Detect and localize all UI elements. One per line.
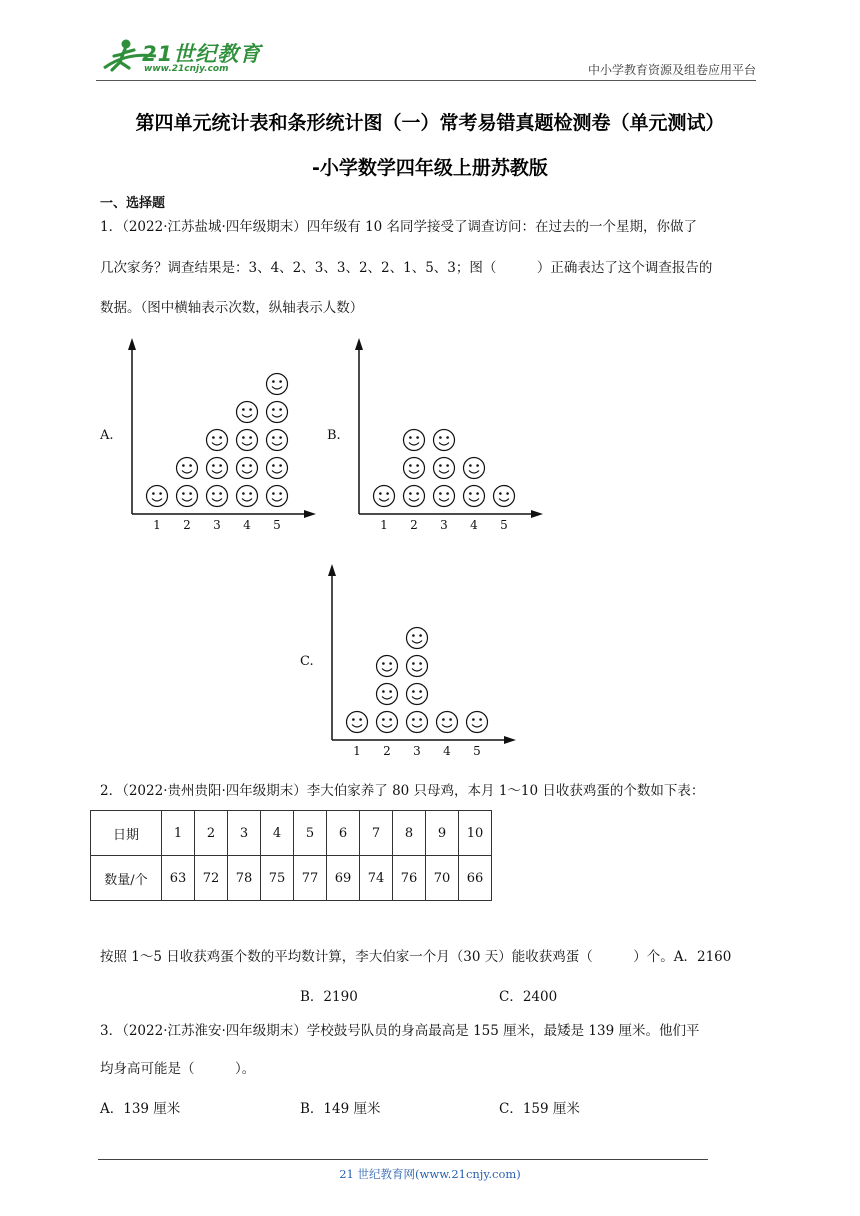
table-cell: 2 xyxy=(195,811,228,856)
q3-line2: 均身高可能是（ ）。 xyxy=(100,1061,256,1077)
smiley-icon xyxy=(464,486,485,507)
smiley-icon xyxy=(237,430,258,451)
table-cell: 70 xyxy=(426,856,459,901)
table-header-cell: 数量/个 xyxy=(91,856,162,901)
footer-text: 21 世纪教育网(www.21cnjy.com) xyxy=(339,1167,521,1181)
smiley-icon xyxy=(377,656,398,677)
tick-label: 5 xyxy=(273,518,281,532)
tick-label: 5 xyxy=(473,744,481,758)
table-row xyxy=(91,856,492,901)
smiley-icon xyxy=(407,656,428,677)
smiley-icon xyxy=(437,712,458,733)
y-axis-arrow xyxy=(128,338,136,350)
q2-option-c: C．2400 xyxy=(499,989,558,1005)
q1-line3: 数据。（图中横轴表示次数，纵轴表示人数） xyxy=(100,300,364,316)
q3-option-a: A．139 厘米 xyxy=(100,1101,181,1117)
header-divider xyxy=(96,80,756,81)
smiley-icon xyxy=(434,430,455,451)
q3-line1: 3．（2022·江苏淮安·四年级期末）学校鼓号队员的身高最高是 155 厘米，最矮是 139 厘米。他们平 xyxy=(100,1023,700,1039)
platform-name: 中小学教育资源及组卷应用平台 xyxy=(587,63,756,77)
table-cell: 6 xyxy=(327,811,360,856)
smiley-icon xyxy=(407,684,428,705)
smiley-icon xyxy=(267,402,288,423)
q1-line1: 1．（2022·江苏盐城·四年级期末）四年级有 10 名同学接受了调查访问：在过去的一个星期，你做了 xyxy=(100,219,698,235)
smiley-icon xyxy=(347,712,368,733)
tick-label: 5 xyxy=(500,518,508,532)
smiley-icon xyxy=(434,458,455,479)
doc-title-line1: 第四单元统计表和条形统计图（一）常考易错真题检测卷（单元测试） xyxy=(135,112,725,134)
section-heading: 一、选择题 xyxy=(100,196,166,211)
table-cell: 4 xyxy=(261,811,294,856)
q3-option-c: C．159 厘米 xyxy=(499,1101,580,1117)
egg-table xyxy=(90,810,492,901)
smiley-icon xyxy=(207,430,228,451)
table-cell: 7 xyxy=(360,811,393,856)
y-axis-arrow xyxy=(328,564,336,576)
table-cell: 77 xyxy=(294,856,327,901)
smiley-icon xyxy=(177,486,198,507)
smiley-icon xyxy=(207,458,228,479)
doc-title-line2: -小学数学四年级上册苏教版 xyxy=(312,157,548,179)
smiley-icon xyxy=(207,486,228,507)
smiley-icon xyxy=(404,430,425,451)
table-cell: 78 xyxy=(228,856,261,901)
x-axis-arrow xyxy=(304,510,316,518)
table-row xyxy=(91,811,492,856)
x-axis-arrow xyxy=(504,736,516,744)
tick-label: 2 xyxy=(183,518,191,532)
tick-label: 3 xyxy=(440,518,448,532)
smiley-icon xyxy=(494,486,515,507)
table-cell: 9 xyxy=(426,811,459,856)
table-header-cell: 日期 xyxy=(91,811,162,856)
q2-line1: 2．（2022·贵州贵阳·四年级期末）李大伯家养了 80 只母鸡，本月 1～10 日收获鸡蛋的个数如下表： xyxy=(100,783,705,799)
smiley-icon xyxy=(464,458,485,479)
smiley-icon xyxy=(237,402,258,423)
table-cell: 75 xyxy=(261,856,294,901)
smiley-icon xyxy=(407,628,428,649)
q3-option-b: B．149 厘米 xyxy=(300,1101,381,1117)
smiley-icon xyxy=(467,712,488,733)
chart-a-label: A. xyxy=(100,428,114,443)
chart-c-label: C. xyxy=(300,654,314,669)
smiley-icon xyxy=(404,458,425,479)
smiley-icon xyxy=(404,486,425,507)
table-cell: 8 xyxy=(393,811,426,856)
chart-b-label: B. xyxy=(327,428,341,443)
tick-label: 4 xyxy=(243,518,251,532)
smiley-icon xyxy=(267,374,288,395)
tick-label: 4 xyxy=(470,518,478,532)
tick-label: 2 xyxy=(383,744,391,758)
smiley-icon xyxy=(377,712,398,733)
smiley-icon xyxy=(237,458,258,479)
q2-option-b: B．2190 xyxy=(300,989,358,1005)
smiley-icon xyxy=(434,486,455,507)
y-axis-arrow xyxy=(355,338,363,350)
chart-b xyxy=(345,334,555,534)
table-cell: 69 xyxy=(327,856,360,901)
tick-label: 3 xyxy=(213,518,221,532)
table-cell: 74 xyxy=(360,856,393,901)
table-cell: 76 xyxy=(393,856,426,901)
smiley-icon xyxy=(267,458,288,479)
chart-a xyxy=(118,334,328,534)
footer-divider xyxy=(98,1159,708,1160)
table-cell: 5 xyxy=(294,811,327,856)
table-cell: 10 xyxy=(459,811,492,856)
tick-label: 1 xyxy=(353,744,361,758)
q1-line2: 几次家务？调查结果是：3、4、2、3、3、2、2、1、5、3；图（ ）正确表达了这个调查报告的 xyxy=(100,260,713,276)
smiley-icon xyxy=(177,458,198,479)
chart-c xyxy=(318,560,528,760)
table-cell: 3 xyxy=(228,811,261,856)
table-cell: 1 xyxy=(162,811,195,856)
x-axis-arrow xyxy=(531,510,543,518)
smiley-icon xyxy=(374,486,395,507)
tick-label: 3 xyxy=(413,744,421,758)
table-cell: 72 xyxy=(195,856,228,901)
q2-question: 按照 1～5 日收获鸡蛋个数的平均数计算，李大伯家一个月（30 天）能收获鸡蛋（ ）个。A．2160 xyxy=(100,949,732,965)
smiley-icon xyxy=(267,486,288,507)
smiley-icon xyxy=(237,486,258,507)
logo-url: www.21cnjy.com xyxy=(144,64,229,74)
table-cell: 63 xyxy=(162,856,195,901)
table-cell: 66 xyxy=(459,856,492,901)
tick-label: 1 xyxy=(153,518,161,532)
smiley-icon xyxy=(377,684,398,705)
tick-label: 1 xyxy=(380,518,388,532)
smiley-icon xyxy=(407,712,428,733)
logo-name: 21世纪教育 xyxy=(142,42,262,66)
tick-label: 4 xyxy=(443,744,451,758)
smiley-icon xyxy=(267,430,288,451)
tick-label: 2 xyxy=(410,518,418,532)
smiley-icon xyxy=(147,486,168,507)
